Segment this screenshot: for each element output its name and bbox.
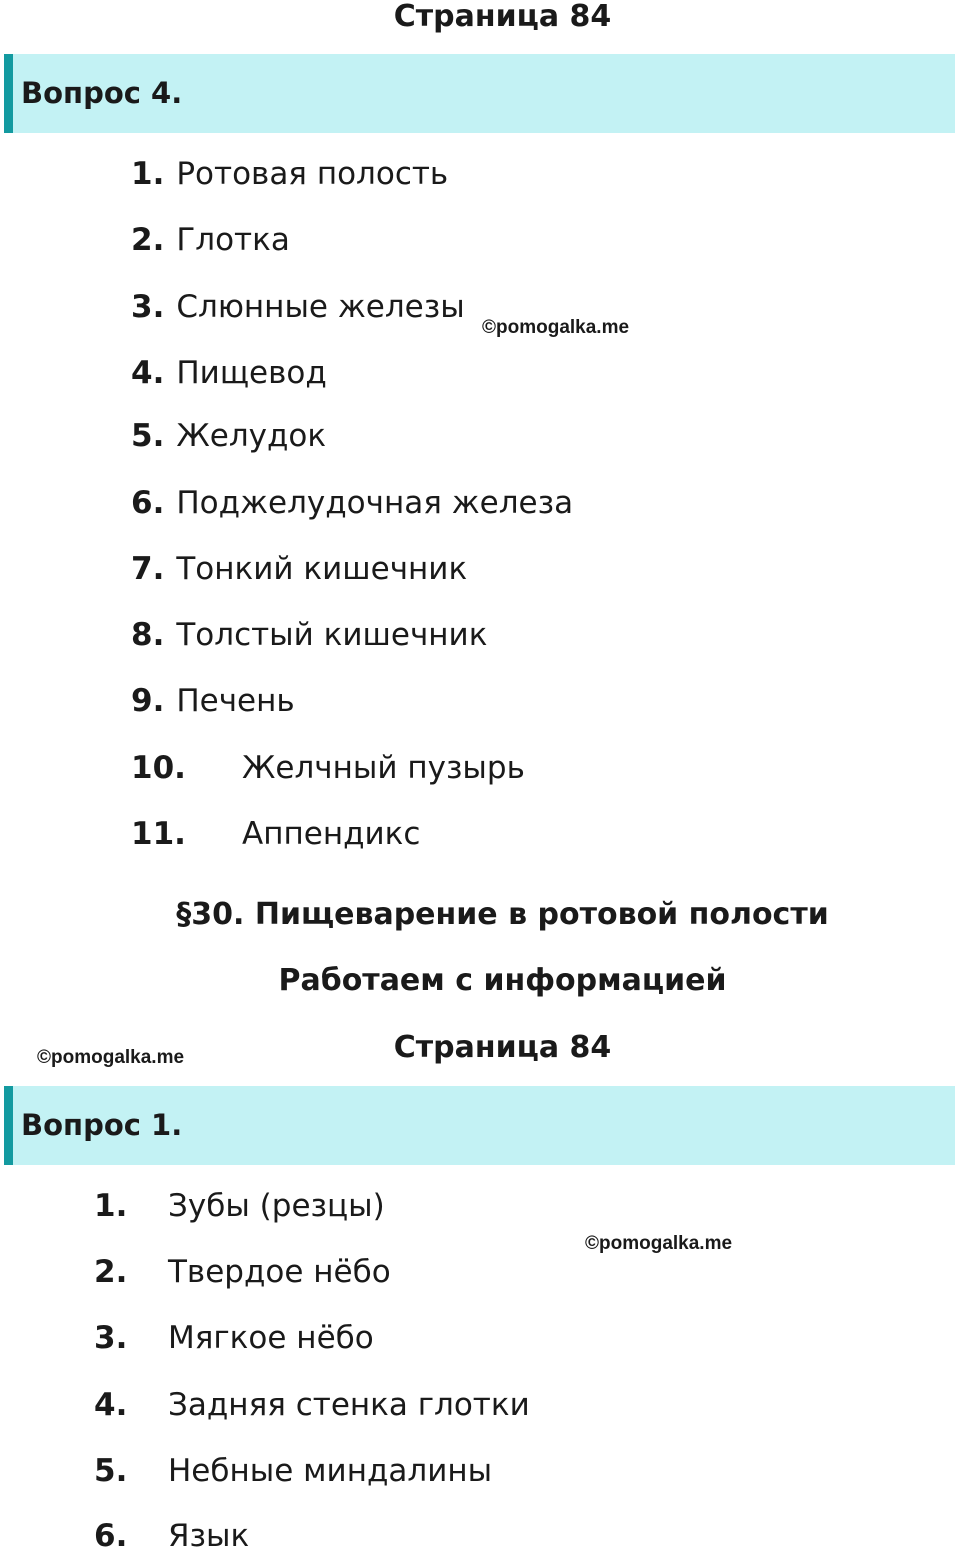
item-text: Зубы (резцы) — [168, 1188, 385, 1224]
item-number: 9. — [131, 683, 165, 719]
item-number: 5. — [94, 1453, 128, 1489]
item-text: Печень — [176, 683, 295, 719]
list-item — [94, 1320, 374, 1356]
list-item — [94, 1254, 391, 1290]
list-item — [131, 683, 295, 719]
list-item — [131, 816, 420, 852]
item-text: Небные миндалины — [168, 1453, 493, 1489]
watermark: ©pomogalka.me — [482, 317, 630, 338]
question-label: Вопрос 1. — [21, 1108, 183, 1142]
question-band — [4, 54, 955, 133]
item-number: 1. — [131, 156, 165, 192]
item-text: Толстый кишечник — [176, 617, 488, 653]
page-heading: Страница 84 — [393, 1030, 612, 1065]
list-item — [94, 1453, 492, 1489]
item-number: 5. — [131, 418, 165, 454]
item-number: 1. — [94, 1188, 128, 1224]
item-number: 8. — [131, 617, 165, 653]
list-item — [131, 222, 290, 258]
item-number: 11. — [131, 816, 186, 852]
watermark: ©pomogalka.me — [585, 1233, 733, 1254]
item-text: Мягкое нёбо — [168, 1320, 374, 1356]
item-text: Тонкий кишечник — [176, 551, 468, 587]
list-item — [131, 617, 487, 653]
item-text: Язык — [168, 1518, 250, 1554]
list-item — [131, 156, 448, 192]
list-item — [131, 355, 327, 391]
item-number: 6. — [94, 1518, 128, 1554]
item-number: 6. — [131, 485, 165, 521]
question-band — [4, 1086, 955, 1165]
question-label: Вопрос 4. — [21, 76, 183, 110]
item-text: Твердое нёбо — [168, 1254, 391, 1290]
item-text: Пищевод — [176, 355, 327, 391]
item-number: 7. — [131, 551, 165, 587]
item-text: Желудок — [176, 418, 327, 454]
paragraph-title: §30. Пищеварение в ротовой полости — [176, 897, 829, 932]
list-item — [131, 485, 573, 521]
item-text: Поджелудочная железа — [176, 485, 574, 521]
item-text: Ротовая полость — [176, 156, 449, 192]
item-number: 3. — [94, 1320, 128, 1356]
item-number: 2. — [131, 222, 165, 258]
page-heading: Страница 84 — [393, 0, 612, 34]
item-text: Слюнные железы — [176, 289, 465, 325]
item-number: 4. — [131, 355, 165, 391]
item-number: 3. — [131, 289, 165, 325]
item-number: 2. — [94, 1254, 128, 1290]
item-text: Задняя стенка глотки — [168, 1387, 530, 1423]
list-item — [94, 1387, 530, 1423]
item-number: 4. — [94, 1387, 128, 1423]
subsection-title: Работаем с информацией — [278, 963, 727, 998]
list-item — [131, 418, 326, 454]
list-item — [94, 1518, 249, 1554]
item-number: 10. — [131, 750, 186, 786]
list-item — [131, 750, 525, 786]
item-text: Желчный пузырь — [242, 750, 525, 786]
list-item — [94, 1188, 385, 1224]
list-item — [131, 289, 465, 325]
watermark: ©pomogalka.me — [37, 1047, 185, 1068]
list-item — [131, 551, 467, 587]
item-text: Глотка — [176, 222, 290, 258]
item-text: Аппендикс — [242, 816, 421, 852]
